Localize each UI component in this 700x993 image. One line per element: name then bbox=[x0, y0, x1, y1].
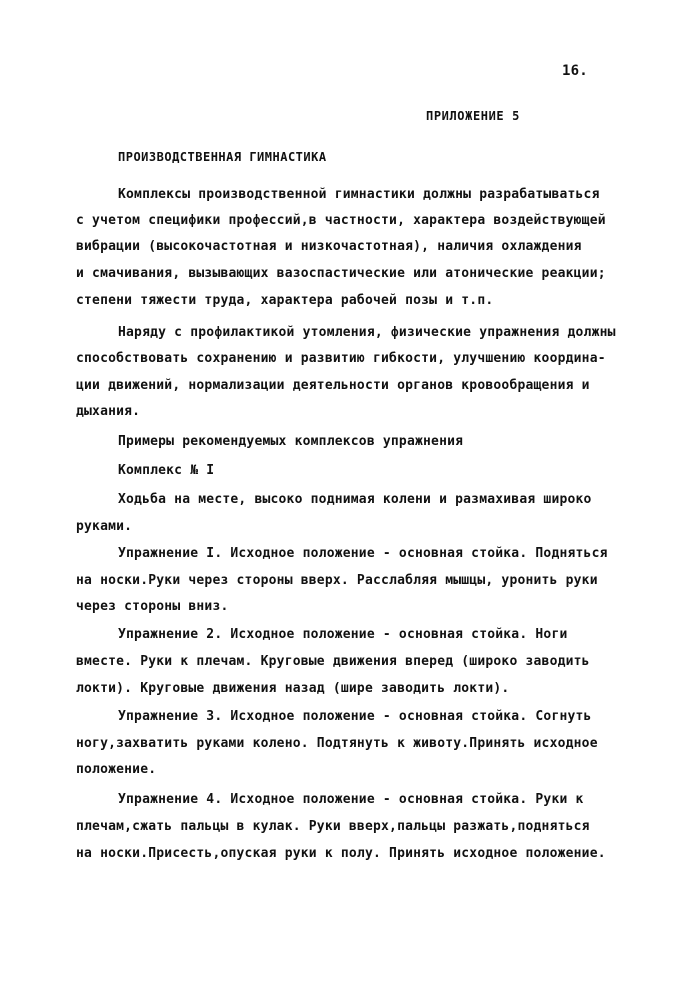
body-line: вибрации (высокочастотная и низкочастотная), наличия охлаждения bbox=[76, 239, 582, 254]
body-line: и смачивания, вызывающих вазоспастические или атонические реакции; bbox=[76, 266, 606, 281]
exercise-line: Упражнение I. Исходное положение - основная стойка. Подняться bbox=[118, 546, 608, 561]
section-heading: ПРОИЗВОДСТВЕННАЯ ГИМНАСТИКА bbox=[118, 150, 327, 164]
body-line: Наряду с профилактикой утомления, физические упражнения должны bbox=[118, 325, 616, 340]
body-line: способствовать сохранению и развитию гибкости, улучшению координа- bbox=[76, 351, 606, 366]
complex-title: Комплекс № I bbox=[118, 463, 215, 478]
exercise-line: положение. bbox=[76, 762, 157, 777]
exercise-line: ногу,захватить руками колено. Подтянуть к животу.Принять исходное bbox=[76, 736, 598, 751]
body-line: Ходьба на месте, высоко поднимая колени и размахивая широко bbox=[118, 492, 592, 507]
body-line: дыхания. bbox=[76, 404, 141, 419]
page-number: 16. bbox=[562, 63, 588, 79]
body-line: степени тяжести труда, характера рабочей позы и т.п. bbox=[76, 293, 494, 308]
exercise-line: вместе. Руки к плечам. Круговые движения вперед (широко заводить bbox=[76, 654, 590, 669]
exercise-line: Упражнение 4. Исходное положение - основная стойка. Руки к bbox=[118, 792, 584, 807]
body-line: руками. bbox=[76, 519, 133, 534]
exercise-line: локти). Круговые движения назад (шире заводить локти). bbox=[76, 681, 510, 696]
examples-heading: Примеры рекомендуемых комплексов упражнения bbox=[118, 434, 464, 449]
exercise-line: через стороны вниз. bbox=[76, 599, 229, 614]
exercise-line: на носки.Руки через стороны вверх. Расслабляя мышцы, уронить руки bbox=[76, 573, 598, 588]
exercise-line: Упражнение 2. Исходное положение - основная стойка. Ноги bbox=[118, 627, 568, 642]
body-line: Комплексы производственной гимнастики должны разрабатываться bbox=[118, 187, 600, 202]
body-line: ции движений, нормализации деятельности органов кровообращения и bbox=[76, 378, 590, 393]
exercise-line: Упражнение 3. Исходное положение - основная стойка. Согнуть bbox=[118, 709, 592, 724]
exercise-line: плечам,сжать пальцы в кулак. Руки вверх,пальцы разжать,подняться bbox=[76, 819, 590, 834]
body-line: с учетом специфики профессий,в частности, характера воздействующей bbox=[76, 213, 606, 228]
exercise-line: на носки.Присесть,опуская руки к полу. Принять исходное положение. bbox=[76, 846, 606, 861]
appendix-title: ПРИЛОЖЕНИЕ 5 bbox=[426, 109, 520, 123]
